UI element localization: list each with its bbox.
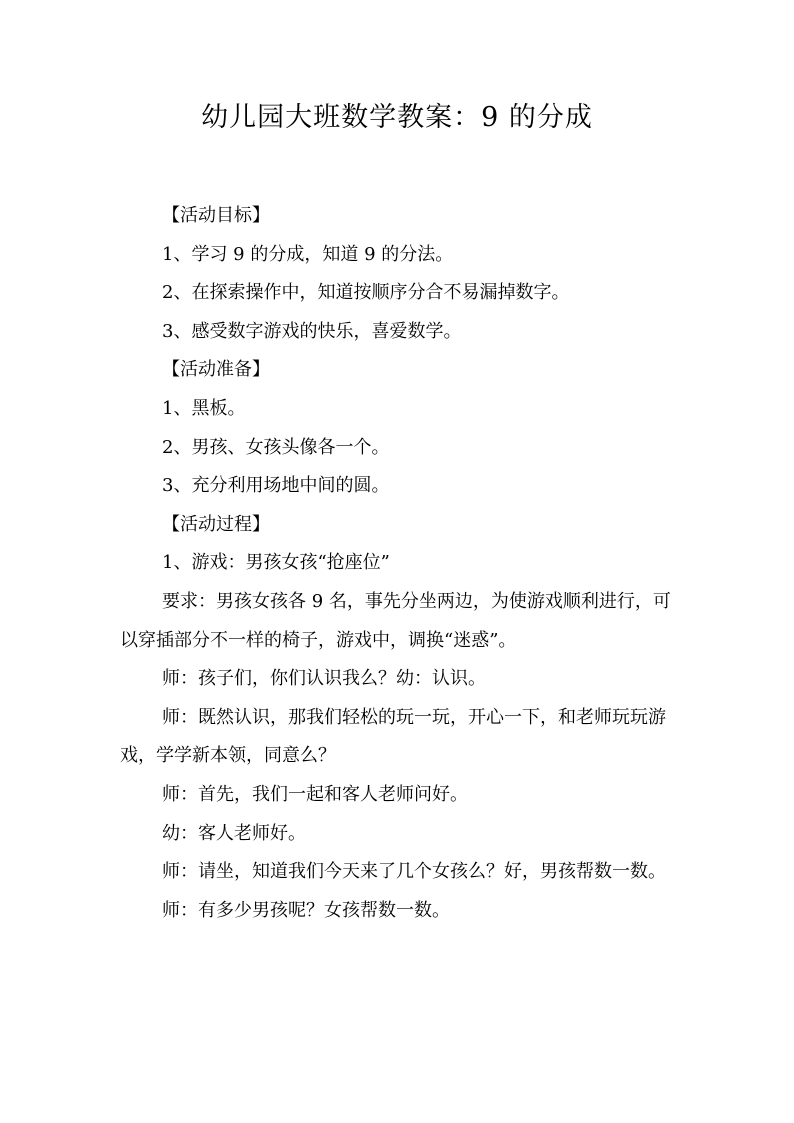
paragraph: 要求：男孩女孩各 9 名，事先分坐两边，为使游戏顺利进行，可以穿插部分不一样的椅子，游戏中，调换“迷惑”。 (120, 590, 671, 651)
section-heading-process: 【活动过程】 (162, 513, 270, 535)
paragraph: 2、男孩、女孩头像各一个。 (162, 436, 390, 458)
paragraph: 师：请坐，知道我们今天来了几个女孩么？好，男孩帮数一数。 (162, 861, 666, 883)
paragraph: 2、在探索操作中，知道按顺序分合不易漏掉数字。 (162, 282, 570, 304)
paragraph: 3、感受数字游戏的快乐，喜爱数学。 (162, 320, 462, 342)
section-heading-goals: 【活动目标】 (162, 205, 270, 226)
paragraph: 师：有多少男孩呢？女孩帮数一数。 (162, 899, 450, 921)
paragraph: 师：首先，我们一起和客人老师问好。 (162, 783, 468, 805)
paragraph: 3、充分利用场地中间的圆。 (162, 475, 390, 497)
paragraph: 1、黑板。 (162, 397, 246, 419)
document-body (120, 197, 680, 930)
section-heading-preparation: 【活动准备】 (162, 359, 270, 381)
paragraph: 1、学习 9 的分成，知道 9 的分法。 (162, 243, 454, 265)
paragraph: 1、游戏：男孩女孩“抢座位” (162, 552, 390, 574)
paragraph: 师：孩子们，你们认识我么？幼：认识。 (162, 668, 486, 690)
paragraph: 幼：客人老师好。 (162, 822, 306, 844)
document-title: 幼儿园大班数学教案：9 的分成 (201, 102, 593, 133)
paragraph: 师：既然认识，那我们轻松的玩一玩，开心一下，和老师玩玩游戏，学学新本领，同意么？ (120, 706, 666, 767)
